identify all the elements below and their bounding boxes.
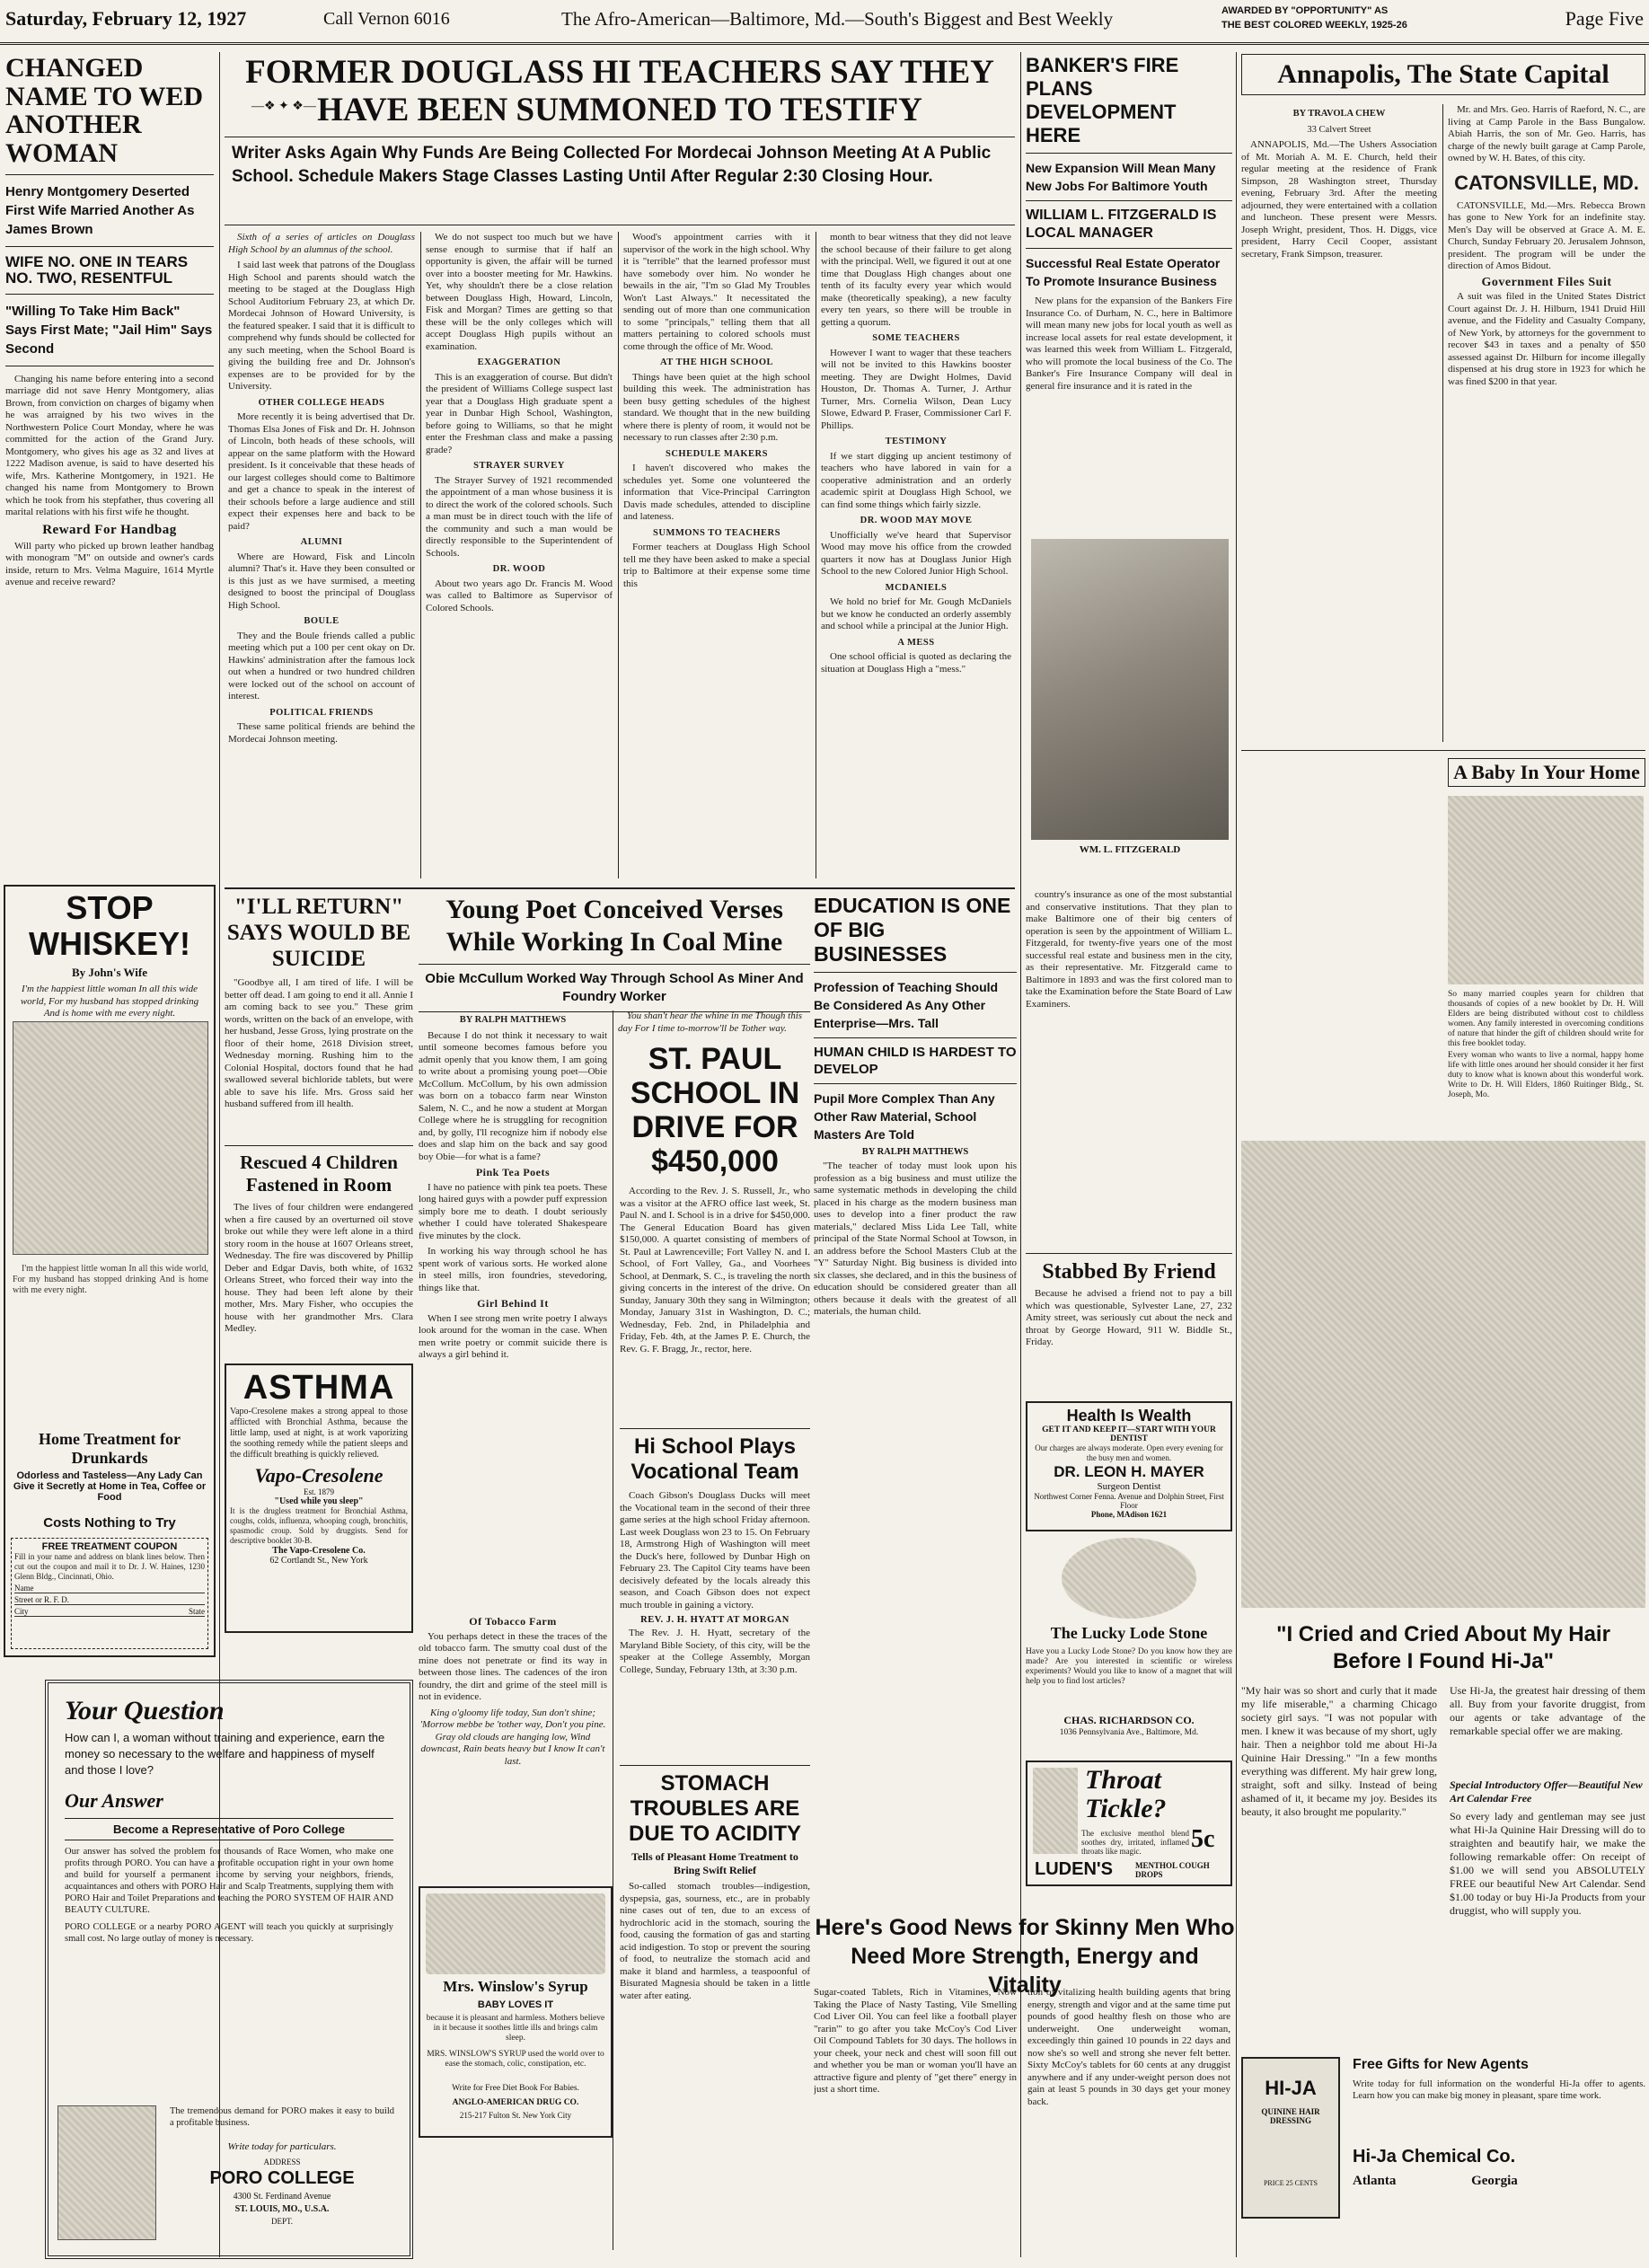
ad-body: Use Hi-Ja, the greatest hair dressing of them all. Buy from your favorite druggist, from our agents or take advantage of the remarkable special offer we are making. (1450, 1684, 1645, 1737)
ad-poro-college (45, 1680, 413, 2259)
deck: Henry Montgomery Deserted First Wife Married Another As James Brown (5, 184, 195, 237)
ad-dept: DEPT. (270, 2217, 294, 2226)
ad-gift-title: Free Gifts for New Agents (1353, 2057, 1529, 2072)
ad-body: Sugar-coated Tablets, Rich in Vitamines, Now Taking the Place of Nasty Tasting, Vile Smelling Cod Liver Oil. You can feel like a football player "rarin'" to go after you take McCoy's Cod Liver Oil Compound Tablets for 30 days. The hollows in your cheek, your neck and chest will soon fill out and whether you be man or woman you'll have an attractive figure and plenty of "get there" energy in just a short time. (814, 1987, 1017, 2095)
divider (814, 1083, 1017, 1084)
ad-cta: Write today for particulars. (227, 2141, 337, 2152)
article-body: The lives of four children were endangered when a fire caused by an overturned oil stove broke out while they were left alone in a third story room in the house at 1607 Orleans street, Wednesday. The fire was discovered by Phillip Deber and Edgar Davis, both white, of 1632 Orleans Street, who forced their way into the house. They had been left alone by their mother, Mrs. Mary Fisher, who occupies the house with her grandmother Mrs. Clara Medley. (225, 1202, 413, 1334)
headline: "I'LL RETURN" SAYS WOULD BE SUICIDE (226, 895, 411, 971)
subhead: CATONSVILLE, MD. (1454, 171, 1639, 194)
ad-verse-continued: I'm the happiest little woman In all this wide world, For my husband has stopped drinking And is home with me every night. (13, 1264, 208, 1295)
coupon-text: Fill in your name and address on blank lines below. Then cut out the coupon and mail it to Dr. J. W. Haines, 1230 Glenn Bldg., Cincinnati, Ohio. (14, 1552, 205, 1581)
ad-body: because it is pleasant and harmless. Mothers believe in it because it soothes little ills and brings calm sleep. (426, 2014, 605, 2043)
ad-body: So many married couples yearn for children that thousands of copies of a new booklet by Dr. H. Will Elders are being distributed without cost to childless women. Any family interested in overcoming conditions of nature that hinder the gift of children should write for this free booklet today. (1448, 990, 1644, 1048)
headline: FORMER DOUGLASS HI TEACHERS SAY THEY HAVE BEEN SUMMONED TO TESTIFY (245, 54, 994, 128)
ad-baby (1241, 750, 1645, 1127)
deck-caps: HUMAN CHILD IS HARDEST TO DEVELOP (814, 1045, 1017, 1077)
article-rescued (225, 1145, 413, 1361)
ad-title: Throat Tickle? (1085, 1765, 1167, 1823)
ad-offer-subhead: Special Introductory Offer—Beautiful New Art Calendar Free (1450, 1778, 1643, 1805)
ad-answer: Become a Representative of Poro College (65, 1818, 393, 1840)
ad-headline: "I Cried and Cried About My Hair Before I Found Hi-Ja" (1276, 1622, 1610, 1673)
ad-street: 4300 St. Ferdinand Avenue (233, 2192, 331, 2202)
headline: ST. PAUL SCHOOL IN DRIVE FOR $450,000 (630, 1042, 800, 1178)
ad-title: Surgeon Dentist (1097, 1481, 1161, 1492)
deck: Successful Real Estate Operator To Promote Insurance Business (1026, 256, 1221, 288)
ad-address: 215-217 Fulton St. New York City (459, 2111, 572, 2120)
masthead-phone: Call Vernon 6016 (323, 9, 450, 29)
illustration-family (13, 1021, 208, 1255)
ad-title: Mrs. Winslow's Syrup (443, 1978, 588, 1995)
ad-mrs-winslow (419, 1886, 613, 2138)
article-teachers (225, 54, 1015, 885)
ad-company: Hi-Ja Chemical Co. (1353, 2147, 1516, 2167)
headline: CHANGED NAME TO WED ANOTHER WOMAN (5, 54, 204, 168)
headline: STOMACH TROUBLES ARE DUE TO ACIDITY (628, 1771, 801, 1846)
ad-college: PORO COLLEGE (209, 2168, 355, 2188)
article-stomach (620, 1765, 810, 2259)
subhead: Government Files Suit (1481, 275, 1612, 289)
ad-hija (1241, 1132, 1645, 2259)
ad-answer-title: Our Answer (65, 1789, 163, 1812)
ad-name: DR. LEON H. MAYER (1054, 1463, 1204, 1480)
article-body: New plans for the expansion of the Bankers Fire Insurance Co. of Durham, N. C., here in Baltimore will mean many new jobs for local youth as well as increase local assets for real estate development, it was learned this week from William L. Fitzgerald, who will promote the local business of the Co. The Banker's Fire Insurance Company will deal in general fire insurance and it is rated in the (1026, 296, 1232, 392)
ad-price: 5c (1191, 1825, 1215, 1853)
column-rule (420, 232, 421, 878)
article-column: Mr. and Mrs. Geo. Harris of Raeford, N. C., are living at Camp Parole in the Bass Bungalow. Abiah Harris, the son of Mr. Geo. Harris, has charge of the newly built garage at Camp Parole, owned by W. H. Bates, of this city. CATONSVILLE, MD. CATONSVILLE, Md.—Mrs. Rebecca Brown has gone to New York for an indefinite stay. Men's Day will be observed at Grace A. M. E. Church, Sunday February 20. Jerusalem Johnson, president. The program will be under the direction of Amos Bidout. Government Files Suit A suit was filed in the United States District Court against Dr. J. H. Hilburn, 1941 Druid Hill avenue, and the Fidelity and Casualty Company, of New York, by attorneys for the government to recover $43 in taxes and a penalty of $50 assessed against Dr. Hilburn for income illegally dispensed at his drug store in 1923 for which he was fined $200 in that year. (1448, 104, 1645, 387)
subhead: REV. J. H. HYATT AT MORGAN (640, 1615, 789, 1625)
ad-tag: MENTHOL COUGH DROPS (1135, 1861, 1210, 1879)
ad-subhead-3: Costs Nothing to Try (43, 1515, 176, 1531)
divider (5, 246, 214, 247)
ad-body: Have you a Lucky Lode Stone? Do you know how they are made? Are you interested in scientific or wireless experiments? Would you like to know of a magnet that will help you to find lost articles? (1026, 1647, 1232, 1686)
deck: Writer Asks Again Why Funds Are Being Collected For Mordecai Johnson Meeting At A Public School. Schedule Makers Stage Classes Lasting Until After Regular 2:30 Closing Hour. (232, 144, 992, 186)
can-price: PRICE 25 CENTS (1263, 2179, 1318, 2187)
illustration-mother-child (1448, 796, 1644, 984)
divider (1026, 153, 1232, 154)
ornament: —❖ ✦ ❖— (251, 100, 316, 113)
ad-company: CHAS. RICHARDSON CO. (1063, 1714, 1195, 1726)
masthead-page: Page Five (1565, 7, 1644, 30)
article-column: You shan't hear the whine in me Though this day For I time to-morrow'll be Tother way. (618, 1010, 803, 1034)
article-column: We do not suspect too much but we have sense enough to surmise that if half an opportunity is given, the affair will be turned over into a booster meeting for Mr. Hawkins. Yet, why shouldn't there be a close relation between Douglass High, Howard, Lincoln, Fisk and Morgan? Times are getting so that these will be the only colleges which will accept Douglass High pupils without an examination. EXAGGERATION This is an exaggeration of course. But didn't the president of Williams College suspect last year that a Douglass High graduate spent a year in Dunbar High School, Washington, before going to Williams, so that he might enter the Freshman class and make a passing grade? STRAYER SURVEY The Strayer Survey of 1921 recommended the appointment of a man whose business it is to direct the work of the colored schools. Such a man must be in direct touch with the life of the community and such a man would be directly responsible to the Superintendent of Schools. DR. WOOD About two years ago Dr. Francis M. Wood was called to Baltimore as Supervisor of Colored Schools. (426, 232, 613, 613)
free-treatment-coupon[interactable] (11, 1538, 208, 1649)
deck: Profession of Teaching Should Be Considered As Any Other Enterprise—Mrs. Tall (814, 980, 999, 1030)
deck: "Willing To Take Him Back" Says First Mate; "Jail Him" Says Second (5, 303, 213, 357)
masthead-award-1: AWARDED BY "OPPORTUNITY" AS (1221, 5, 1389, 16)
ad-body: It is the drugless treatment for Bronchial Asthma, coughs, colds, influenza, whooping cough, bronchitis, spasmodic croup. Sold by druggists. Send for descriptive booklet 30-B. (230, 1506, 408, 1545)
ad-est: Est. 1879 (303, 1487, 334, 1496)
column-rule (618, 232, 619, 878)
divider (814, 972, 1017, 973)
divider (814, 1037, 1017, 1038)
coupon-field-street[interactable]: Street or R. F. D. (14, 1595, 205, 1605)
deck-caps: WIFE NO. ONE IN TEARS NO. TWO, RESENTFUL (5, 253, 189, 287)
ad-lode-stone (1026, 1538, 1232, 1749)
headline: Hi School Plays Vocational Team (630, 1434, 799, 1484)
headline: Annapolis, The State Capital (1241, 54, 1645, 95)
ad-dentist (1026, 1401, 1232, 1531)
article-body: Because he advised a friend not to pay a bill which was questionable, Sylvester Lane, 27, 232 Amity street, was seriously cut about the neck and throat by George Howard, 911 W. Biddle St., Friday. (1026, 1288, 1232, 1347)
masthead-award-2: THE BEST COLORED WEEKLY, 1925-26 (1221, 20, 1407, 31)
ad-address: Northwest Corner Fenna. Avenue and Dolphin Street, First Floor (1034, 1492, 1224, 1510)
divider (1026, 200, 1232, 201)
ad-cta: Write for Free Diet Book For Babies. (452, 2084, 579, 2093)
ad-byline: By John's Wife (71, 966, 148, 979)
fitzgerald-continued (1026, 889, 1232, 1249)
article-annapolis (1241, 54, 1645, 746)
ad-slogan: Health Is Wealth (1066, 1407, 1192, 1425)
ad-body: Vapo-Cresolene makes a strong appeal to those afflicted with Bronchial Asthma, because the little lamp, used at night, is at work vaporizing the soothing remedy while the patient sleeps and the difficult breathing is quickly relieved. (230, 1407, 408, 1460)
ad-line: GET IT AND KEEP IT—START WITH YOUR DENTIST (1042, 1425, 1216, 1443)
article-column: BY TRAVOLA CHEW 33 Calvert Street ANNAPOLIS, Md.—The Ushers Association of Mt. Moriah A. M. E. Church, held their regular meeting at the residence of Frank Simpson, 28 Washington street, Thursday evening, February 3rd. After the meeting adjourned, they were entertained with a collation and luncheon. These present were Messrs. Joseph Wright, president, Thos. H. Diggs, vice president, Harry Cecil Cooper, assistant secretary, Frank Simpson, treasurer. (1241, 109, 1437, 260)
ad-stop-whiskey (4, 885, 216, 1657)
divider (5, 294, 214, 295)
divider (419, 964, 810, 965)
photo-caption: WM. L. FITZGERALD (1079, 844, 1181, 855)
subhead: Reward For Handbag (42, 522, 177, 537)
ad-phone: Phone, MAdison 1621 (1090, 1510, 1168, 1519)
illustration-woman (57, 2105, 156, 2240)
article-body: Coach Gibson's Douglass Ducks will meet the Vocational team in the second of their three game series at the high school Friday afternoon. Last week Douglass won 23 to 15. On February 18, Armstrong High of Washington will meet the Duck's here, followed by Dunbar High on February 23. The Capitol City teams have been decisively defeated by the locals already this season, and Coach Gibson does not expect much trouble in gaining a victory. (620, 1490, 810, 1611)
ad-city: ST. LOUIS, MO., U.S.A. (234, 2204, 330, 2214)
ad-skinny-men (814, 1913, 1236, 2259)
ad-headline: Here's Good News for Skinny Men Who Need More Strength, Energy and Vitality (815, 1915, 1235, 1998)
ad-verse: I'm the happiest little woman In all this wide world, For my husband has stopped drinking And is home with me every night. (20, 984, 199, 1019)
ad-body: Every woman who wants to live a normal, happy home life with little ones around her should consider it her first duty to know what is known about this wonderful work. Write to Dr. H. Will Elders, 1860 Ruitinger Bldg., St. Joseph, Mo. (1448, 1051, 1644, 1099)
ad-tagline: "Used while you sleep" (274, 1496, 364, 1506)
can-brand: HI-JA (1265, 2077, 1317, 2099)
article-stabbed (1026, 1253, 1232, 1397)
headline: BANKER'S FIRE PLANS DEVELOPMENT HERE (1026, 54, 1179, 146)
article-column: Sixth of a series of articles on Douglass High School by an alumnus of the school. I said last week that patrons of the Douglass High School and parents should watch the meeting to be staged at the Douglass High School Auditorium February 23, at which Dr. Mordecai Johnson of Howard University, is the featured speaker. I said that it is difficult to comprehend why funds should be collected for any such meeting, when the School Board is giving the building free and Dr. Johnson's expenses are to be provided for by the University. OTHER COLLEGE HEADS More recently it is being advertised that Dr. Thomas Elsa Jones of Fisk and Dr. H. Johnson of Lincoln, both heads of these schools, will appear on the same platform with the Howard president. Is it conceivable that these heads of our largest colleges should come to Baltimore and get a chance to speak in the interest of their schools before a large audience and still expect their expenses here and back to be paid? ALUMNI Where are Howard, Fisk and Lincoln alumni? That's it. Have they been consulted or is this just as we have surmised, a meeting designed to boost the principal of Douglass High School. BOULE They and the Boule friends called a public meeting which put a 100 per cent okay on Dr. Hawkins' administration after the famous lock out when a hundred or two hundred children were locked out of the school on account of interest. POLITICAL FRIENDS These same political friends are behind the Mordecai Johnson meeting. (228, 232, 415, 745)
ad-body: "My hair was so short and curly that it made my life miserable," a charming Chicago society girl says. "I was not popular with men. I knew it was because of my short, ugly hair. Then a neighbor told me about Hi-Ja Quinine Hair Dressing." "In a few months everything was different. My hair grew long, straight, soft and silky. Instead of being ashamed of it, it became my joy. Besides its beauty, it also brought me popularity." (1241, 1684, 1437, 1818)
article-st-paul (620, 1042, 810, 1419)
ad-body: So every lady and gentleman may see just what Hi-Ja Quinine Hair Dressing will do to straighten and beautify hair, we make the following remarkable offer: On receipt of $1.00 we will send you ABSOLUTELY FREE our beautiful New Art Calendar. Send $1.00 today or buy Hi-Ja Products from your druggist, who will supply you. (1450, 1810, 1645, 1917)
divider (1026, 248, 1232, 249)
article-body: country's insurance as one of the most substantial and conservative institutions. That they plan to make Baltimore one of their big centers of operation is seen by the appointment of William L. Fitzgerald, for twenty-five years one of the most successful real estate and business men in the city, as their representative. Mr. Fitzgerald came to Baltimore in 1893 and was the first colored man to take the Examination before the State Board of Law Examiners. (1026, 889, 1232, 1010)
ad-title: ASTHMA (242, 1369, 395, 1407)
coupon-field-name[interactable]: Name (14, 1584, 205, 1593)
illustration-woman-hair (1241, 1141, 1645, 1608)
ad-address-label: ADDRESS (263, 2158, 301, 2167)
divider (225, 887, 1015, 889)
hija-product-can (1241, 2057, 1340, 2219)
masthead (0, 0, 1649, 45)
ad-asthma (225, 1363, 413, 1633)
illustration-lode-stone (1062, 1538, 1196, 1619)
article-column: Wood's appointment carries with it supervisor of the work in the high school. Why it is "terrible" that the learned professor must have somebody over him. No wonder he bewails in the air, "I'm so Glad My Troubles Won't Last Always." It necessitated the sending out of more than one communication to some "principals," telling them that all matters pertaining to colored schools must come through the office of Mr. Wood. AT THE HIGH SCHOOL Things have been quiet at the high school building this week. The administration has been busy getting schedules of the highest standard. We thought that in the new building where there is plenty of room, it would not be necessary to run classes after 2:30 p.m. SCHEDULE MAKERS I haven't discovered who makes the schedules yet. Some one volunteered the information that Vice-Principal Carrington Davis made schedules, attended to discipline and lateness. SUMMONS TO TEACHERS Former teachers at Douglass High School tell me they have been asked to make a special trip to Baltimore at their expense some time this (623, 232, 810, 589)
ad-body: The exclusive menthol blend soothes dry, irritated, inflamed throats like magic. (1081, 1829, 1189, 1856)
article-body: The Rev. J. H. Hyatt, secretary of the Maryland Bible Society, of this city, will be the speaker at the College Assembly, Morgan College, Sunday, February 13th, at 3:30 p.m. (620, 1628, 810, 1675)
ad-tag: BABY LOVES IT (477, 1999, 554, 2010)
article-column: month to bear witness that they did not leave the school because of their failure to get along with the principal. Well, we figured it out at one time that Douglass High changes about one tenth of its faculty every year which would make (theoretically speaking), a new faculty every ten years, so there will be trouble in getting a quorum. SOME TEACHERS However I want to wager that these teachers will not be invited to this Hawkins booster meeting. They are Dwight Holmes, David Houston, Dr. Thomas A. Turner, J. Arthur Turner, Mrs. Cornelia Wilson, Dean Lucy Slowe, Edward P. Fraser, Commissioner Carl F. Phillips. TESTIMONY If we start digging up ancient testimony of teachers who have labored in vain for a cooperative administration and an orderly academic spirit at Douglass High School, we can find some things which fairly sizzle. DR. WOOD MAY MOVE Unofficially we've heard that Supervisor Wood may move his office from the crowded quarters it now has at Douglass Junior High School to the new Colored Junior High School. MCDANIELS We hold no brief for Mr. Gough McDaniels but we know he conducted an orderly assembly and school while a principal at the Junior High. A MESS One school official is quoted as declaring the situation at Douglass High a "mess." (821, 232, 1011, 675)
ad-subhead-2: Odorless and Tasteless—Any Lady Can Give it Secretly at Home in Tea, Coffee or Food (13, 1470, 207, 1503)
ad-question: How can I, a woman without training and experience, earn the money so necessary to the welfare and happiness of myself and those I love? (65, 1731, 385, 1777)
article-changed-name (5, 54, 214, 862)
column-rule (1236, 52, 1237, 2257)
photo-fitzgerald-portrait (1031, 539, 1229, 840)
article-hi-school (620, 1428, 810, 1761)
ad-state: Georgia (1471, 2174, 1518, 2188)
ad-body: tion of vitalizing health building agents that bring energy, strength and vigor and at the same time put pounds of good healthy flesh on those who are underweight. One underweight woman, exceedingly thin gained 10 pounds in 22 days and now she's so well and strong she never felt better. Sixty McCoy's tablets for 60 cents at any druggist anywhere and if any under-weight person does not gain at least 5 pounds in 30 days get your money back. (1027, 1987, 1230, 2107)
illustration-baby (426, 1893, 605, 1974)
masthead-date: Saturday, February 12, 1927 (5, 7, 247, 30)
headline: Rescued 4 Children Fastened in Room (240, 1152, 398, 1196)
ad-headline: A Baby In Your Home (1448, 758, 1645, 787)
ad-body: PORO COLLEGE or a nearby PORO AGENT will teach you quickly at surprisingly small cost. No large outlay of money is necessary. (65, 1922, 393, 1944)
ad-ludens (1026, 1761, 1232, 1886)
ad-body: Write today for full information on the wonderful Hi-Ja offer to agents. Learn how you can make big money in pleasant, spare time work. (1353, 2079, 1645, 2101)
divider (5, 174, 214, 175)
ad-body: Our charges are always moderate. Open every evening for the busy men and women. (1035, 1443, 1223, 1462)
illustration-throat (1033, 1768, 1078, 1854)
ad-body: The tremendous demand for PORO makes it easy to build a profitable business. (170, 2106, 394, 2128)
headline: Stabbed By Friend (1042, 1260, 1216, 1284)
ad-brand: LUDEN'S (1035, 1859, 1113, 1879)
article-body: Changing his name before entering into a second marriage did not save Henry Montgomery, alias Brown, from conviction on charges of bigamy when he was arraigned by his two wives in the Northwestern Police Court Monday, where he was committed for the action of the Grand Jury. Montgomery, who gives his age as 32 and lives at 1222 Madison avenue, is said to have deserted his wife, Mrs. Katherine Montgomery, in 1921. He changed his name from Montgomery to Brown which he took from his stepfather, thus covering all marital relations with his first wife he thought. (5, 373, 214, 518)
deck: Obie McCullum Worked Way Through School As Miner And Foundry Worker (425, 971, 804, 1004)
name-headline: WILLIAM L. FITZGERALD IS LOCAL MANAGER (1026, 207, 1217, 241)
deck: New Expansion Will Mean Many New Jobs For Baltimore Youth (1026, 161, 1216, 193)
ad-body: Our answer has solved the problem for thousands of Race Women, who make one profits through PORO. You can have a profitable occupation right in your own home and build for yourself a permanent income by serving your neighbors, friends, acquaintances and others with PORO Hair and Scalp Treatments, supplying them with PORO Hair and Toilet Preparations and teaching the PORO SYSTEM OF HAIR AND BEAUTY CULTURE. (65, 1847, 393, 1915)
can-line: QUININE HAIR DRESSING (1261, 2107, 1320, 2125)
deck: Tells of Pleasant Home Treatment to Bring Swift Relief (631, 1850, 798, 1876)
masthead-paper: The Afro-American—Baltimore, Md.—South's Biggest and Best Weekly (561, 8, 1114, 30)
article-column: BY RALPH MATTHEWS Because I do not think it necessary to wait until someone becomes famous before you admit openly that you know them, I am going to write about a promising young poet—Obie McCollum. McCollum, by his own admission was born on a tobacco farm near Winston Salem, N. C., and he now a student at Morgan College where he is struggling for recognition and, by golly, I'll recognize him if nobody else does and slap him on the back and say good boy Obie—for what is a fame? Pink Tea Poets I have no patience with pink tea poets. These long haired guys with a powder puff expression simply bore me to death. I doubt seriously whether I could have tolerated Shakespeare five minutes by the clock. In working his way through school he has spent work of various sorts. He worked alone in steel mills, iron foundries, stevedoring, things like that. Girl Behind It When I see strong men write poetry I always look around for the woman in the case. When men write poetry or commit suicide there is always a girl behind it. (419, 1015, 607, 1360)
coupon-title: FREE TREATMENT COUPON (41, 1541, 178, 1552)
ad-address: 1036 Pennsylvania Ave., Baltimore, Md. (1059, 1728, 1199, 1737)
ad-city: Atlanta Georgia (1353, 2174, 1518, 2188)
article-body: So-called stomach troubles—indigestion, dyspepsia, gas, sourness, etc., are in probably nine cases out of ten, due to an excess of hydrochloric acid in the stomach, souring the food, causing the formation of gas and starting acid indigestion. To stop or prevent the souring of food, to neutralize the stomach acid and make it bland and harmless, a teaspoonful of Bisurated Magnesia should be taken in a little water after eating. (620, 1881, 810, 2001)
ad-body: MRS. WINSLOW'S SYRUP used the world over to ease the stomach, colic, constipation, etc. (427, 2050, 604, 2069)
ad-headline: The Lucky Lode Stone (1050, 1624, 1208, 1642)
article-ill-return (225, 894, 413, 1132)
article-body: "The teacher of today must look upon his profession as a big business and must utilize the same systematic methods in developing the child placed in his charge as the modern business man uses to develop into a finer product the raw materials," declared Miss Lida Lee Tall, white principal of the State Normal School at Towson, in an address before the School Masters Club at the "Y" Saturday Night. Big business is divided into six classes, she declared, and in this the business of education should be considered greater than all others because it deals with the greatest of all materials, the human child. (814, 1160, 1017, 1317)
ad-address: 62 Cortlandt St., New York (269, 1556, 368, 1566)
ad-company: The Vapo-Cresolene Co. (272, 1546, 366, 1556)
column-rule (1442, 104, 1443, 742)
ad-title: Your Question (65, 1696, 225, 1725)
article-body: Will party who picked up brown leather handbag with monogram "M" on outside and owner's cards inside, return to Mrs. Velma Maguire, 1614 Myrtle avenue and receive reward? (5, 540, 214, 588)
headline: Young Poet Conceived Verses While Working In Coal Mine (445, 895, 783, 957)
ad-title: STOP WHISKEY! (29, 889, 190, 962)
byline: BY RALPH MATTHEWS (861, 1147, 969, 1157)
ad-subhead: Home Treatment for Drunkards (39, 1430, 181, 1467)
ad-company: ANGLO-AMERICAN DRUG CO. (452, 2098, 579, 2107)
deck: Pupil More Complex Than Any Other Raw Material, School Masters Are Told (814, 1091, 995, 1142)
headline: EDUCATION IS ONE OF BIG BUSINESSES (814, 894, 1011, 966)
article-education (814, 894, 1017, 1792)
article-body: According to the Rev. J. S. Russell, Jr., who was a visitor at the AFRO office last week, St. Paul N. and I. School is in a drive for $450,000. The General Education Board has given $150,000. A quartet consisting of members of St. Paul at Lawrenceville; Fort Valley N. and I. School, of Fort Valley, Ga., and Voorhees School, at Denmark, S. C., is traveling the north giving concerts in the interest of the drive. On Sunday, January 30th they sang in Wilmington; Monday, January 31st in Washington, D. C.; Wednesday, Feb. 2nd, in Philadelphia and Friday, Feb. 4th, at the James P. E. Church, the Rev. G. F. Bragg, Jr., rector, here. (620, 1186, 810, 1355)
ad-brand: Vapo-Cresolene (254, 1464, 384, 1487)
article-column: Of Tobacco Farm You perhaps detect in these the traces of the old tobacco farm. The smutty coal dust of the mine does not penetrate or find its way in between those lines. The cadences of the iron foundry, the dirt and grime of the steel mill is not in evidence. King o'gloomy life today, Sun don't shine; 'Morrow mebbe be 'tother way, Don't you pine. Gray old clouds are hanging low, Wind downcast, Rain beats heavy but I know It can't last. (419, 1615, 607, 1767)
coupon-field-city[interactable]: City State (14, 1607, 205, 1616)
article-body: "Goodbye all, I am tired of life. I will be better off dead. I am going to end it all. Annie I am coming back to see you." These grim words, written on the back of an envelope, with her husband, Jesse Gross, lying prostrate on the floor of their home, 2618 Division street, Wednesday morning. Rushing him to the Colonial Hospital, doctors found that he had swallowed several bichloride tablets, but were able to save his life. Mrs. Gross said her husband suffered from ill health. (225, 977, 413, 1109)
